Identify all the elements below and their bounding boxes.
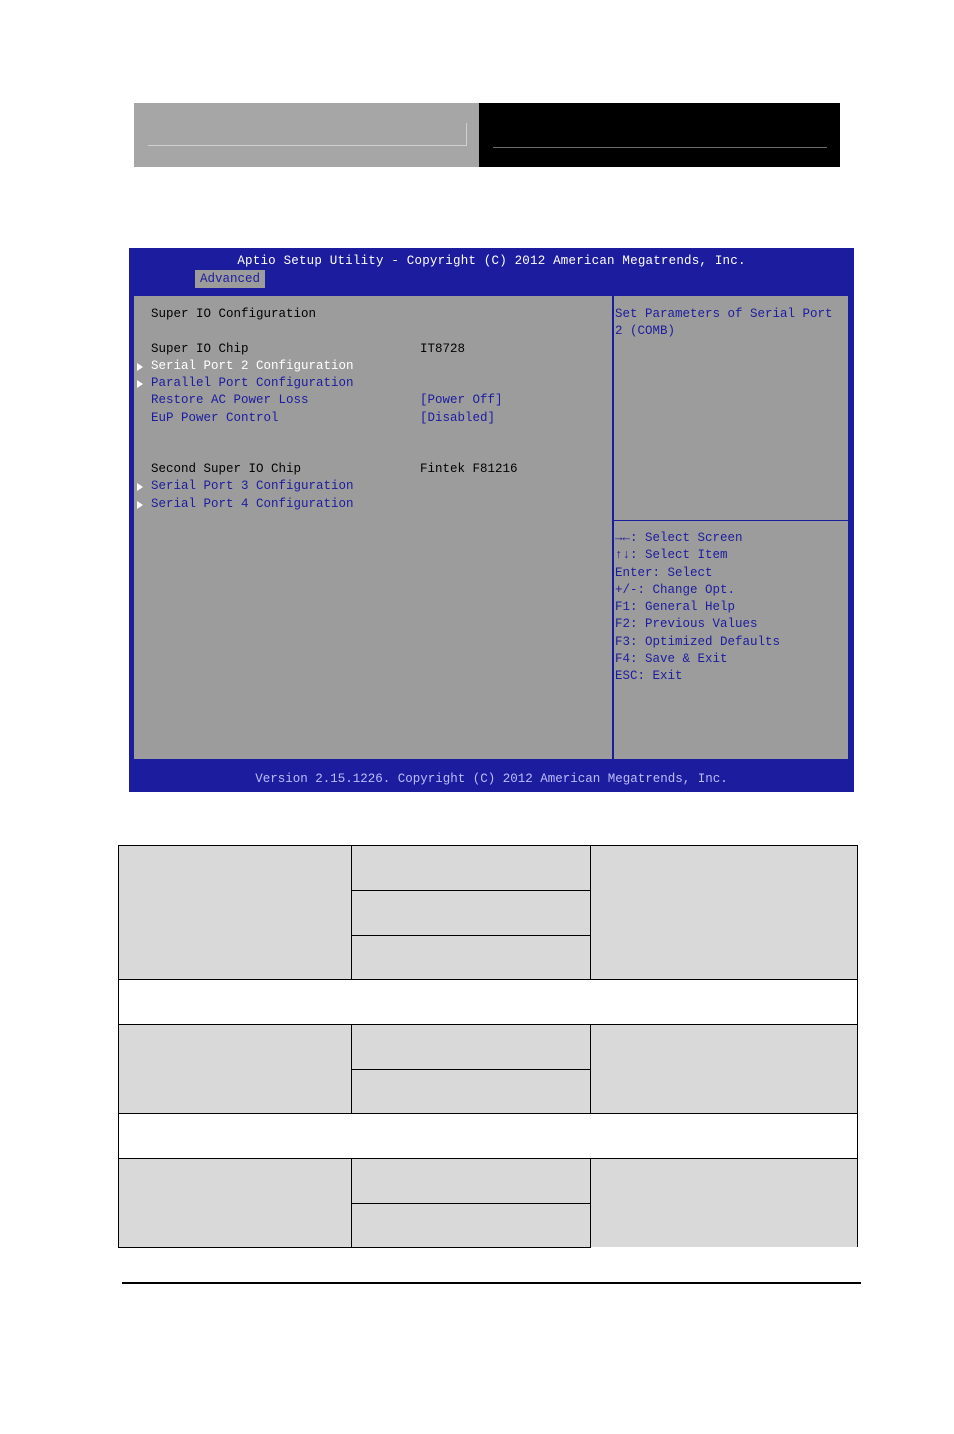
table-cell-description (590, 1024, 858, 1114)
table-cell-option-name (118, 1158, 352, 1248)
table-cell-option-value (351, 1024, 591, 1070)
help-separator (614, 520, 848, 521)
help-text-line: Set Parameters of Serial Port (615, 307, 833, 321)
eup-power-control-label[interactable]: EuP Power Control (151, 411, 279, 425)
bios-footer: Version 2.15.1226. Copyright (C) 2012 American Megatrends, Inc. (129, 770, 854, 792)
table-cell-option-value (351, 1158, 591, 1204)
super-io-chip-label: Super IO Chip (151, 342, 249, 356)
restore-ac-power-loss-label[interactable]: Restore AC Power Loss (151, 393, 309, 407)
key-hint-change-opt: +/-: Change Opt. (615, 583, 736, 597)
panel-divider (612, 296, 614, 759)
bios-main-panel (132, 294, 850, 761)
header-banner-right (479, 103, 840, 167)
bios-title: Aptio Setup Utility - Copyright (C) 2012 American Megatrends, Inc. (237, 254, 746, 268)
table-cell-option-name (118, 845, 352, 980)
header-rule (148, 145, 466, 146)
submenu-arrow-icon (137, 380, 143, 388)
table-cell-option-value (351, 935, 591, 980)
key-hint-f4: F4: Save & Exit (615, 652, 728, 666)
page-bottom-rule (122, 1282, 861, 1284)
key-hint-select-item: ↑↓: Select Item (615, 548, 728, 562)
key-hint-select-screen: →←: Select Screen (615, 531, 743, 545)
table-note-row (118, 1113, 858, 1159)
second-super-io-chip-label: Second Super IO Chip (151, 462, 302, 476)
submenu-arrow-icon (137, 363, 143, 371)
restore-ac-power-loss-value[interactable]: [Power Off] (420, 393, 503, 407)
key-hint-esc: ESC: Exit (615, 669, 683, 683)
menu-item-serial-port-4[interactable]: Serial Port 4 Configuration (151, 497, 354, 511)
menu-item-serial-port-2[interactable]: Serial Port 2 Configuration (151, 359, 354, 373)
key-hint-enter: Enter: Select (615, 566, 713, 580)
key-hint-f1: F1: General Help (615, 600, 736, 614)
table-cell-option-value (351, 1203, 591, 1248)
table-cell-option-value (351, 1069, 591, 1114)
table-cell-option-value (351, 890, 591, 936)
submenu-arrow-icon (137, 501, 143, 509)
key-hint-f3: F3: Optimized Defaults (615, 635, 781, 649)
bios-screenshot (129, 248, 854, 792)
table-cell-description (590, 1158, 858, 1247)
super-io-chip-value: IT8728 (420, 342, 466, 356)
header-banner-left (134, 103, 479, 167)
key-hint-f2: F2: Previous Values (615, 617, 758, 631)
table-cell-description (590, 845, 858, 980)
tab-advanced[interactable]: Advanced (195, 270, 265, 288)
eup-power-control-value[interactable]: [Disabled] (420, 411, 496, 425)
help-text-line: 2 (COMB) (615, 324, 676, 338)
header-rule-vertical (466, 123, 467, 146)
menu-item-serial-port-3[interactable]: Serial Port 3 Configuration (151, 479, 354, 493)
submenu-arrow-icon (137, 483, 143, 491)
table-cell-option-value (351, 845, 591, 891)
header-rule (493, 147, 827, 148)
table-cell-option-name (118, 1024, 352, 1114)
table-note-row (118, 979, 858, 1025)
section-heading: Super IO Configuration (151, 307, 317, 321)
menu-item-parallel-port[interactable]: Parallel Port Configuration (151, 376, 354, 390)
second-super-io-chip-value: Fintek F81216 (420, 462, 518, 476)
